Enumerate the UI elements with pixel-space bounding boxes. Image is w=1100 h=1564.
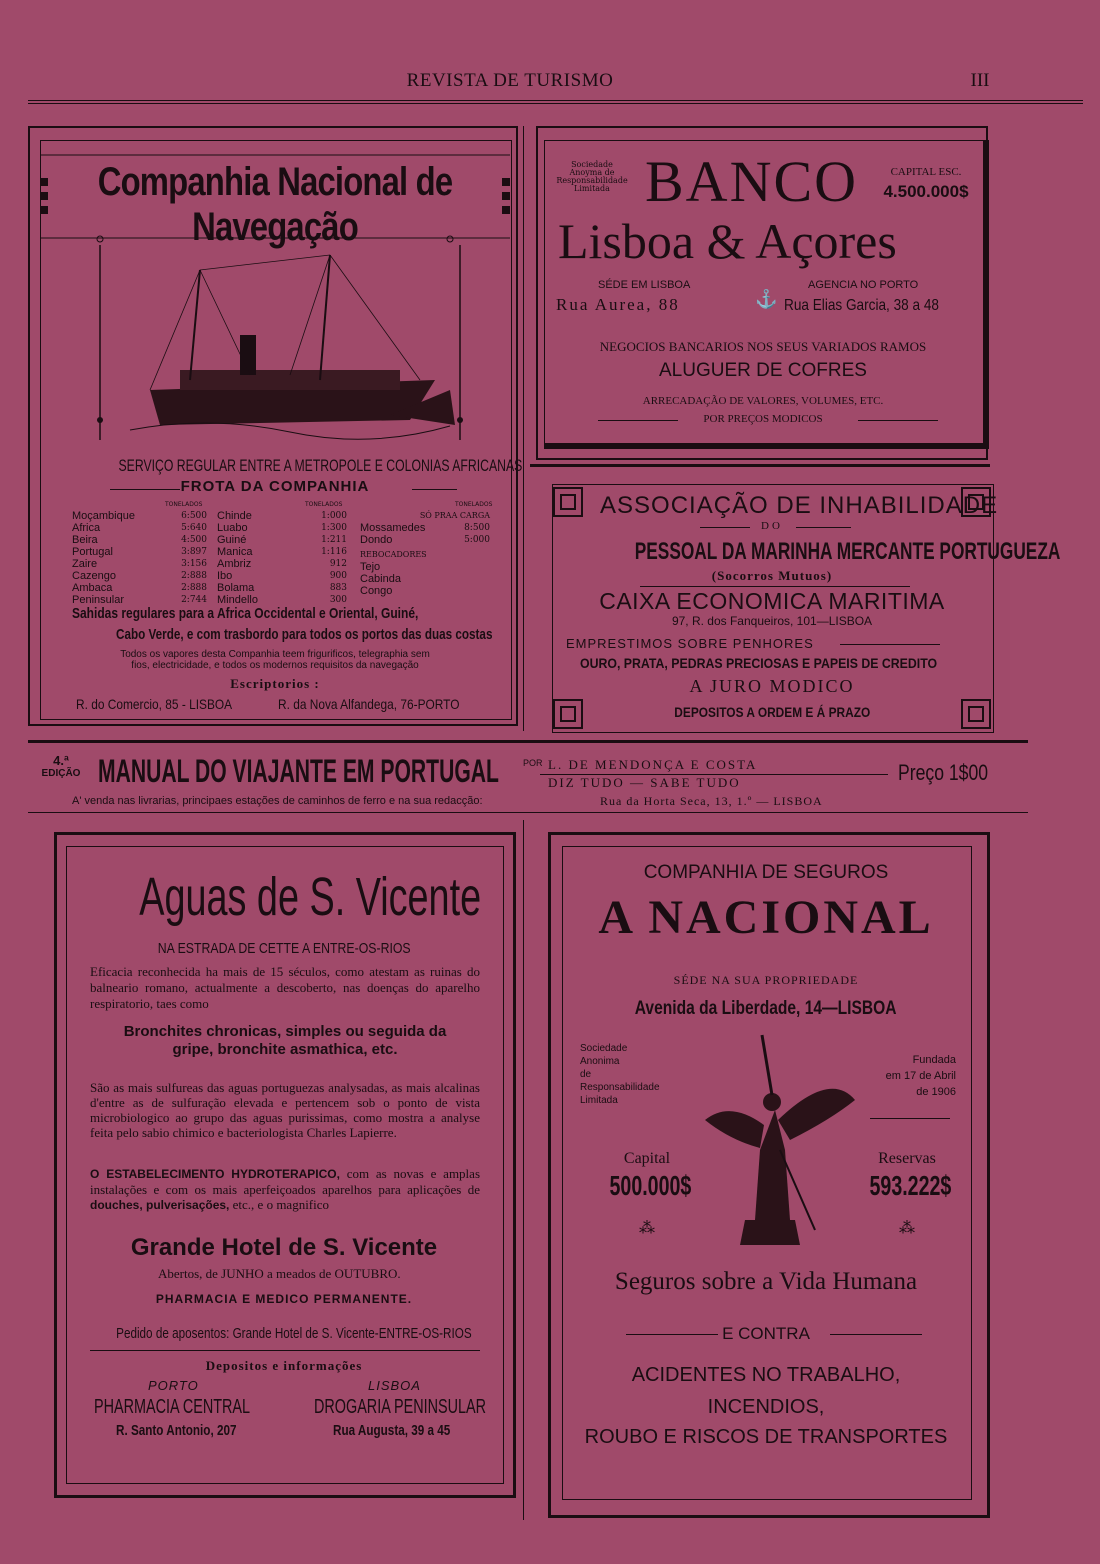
nacional-comp: COMPANHIA DE SEGUROS [643,862,889,883]
assoc-caixa: CAIXA ECONOMICA MARITIMA [599,588,945,614]
banco-name-2: Lisboa & Açores [558,213,897,269]
nacional-fund [870,1052,956,1100]
addr-porto-wrap [278,696,492,714]
ship-tonnage: 883 [329,583,347,593]
banco-sede: SÉDE EM LISBOA [598,279,691,291]
header-rule-2 [28,103,1083,104]
assoc-depositos-wrap [552,704,992,722]
col3-tonel: TONELADOS [455,501,493,508]
escriptorios: Escriptorios : [230,676,320,691]
ship-name: Tejo [360,561,381,573]
nacional-fund-1: Fundada [912,1054,956,1066]
nacional-reservas-value: 593.222$ [869,1170,952,1201]
banco-soc-2: Anoyma de [569,168,615,177]
ship-name: Manica [217,546,253,558]
nacional-soc-4: Responsabilidade [580,1082,660,1093]
sahidas-1: Sahidas regulares para a Africa Occidental e Oriental, Guiné, [72,605,419,622]
manual-author: L. DE MENDONÇA E COSTA [548,757,758,772]
aguas-title-wrap [66,866,502,928]
ship-name: Cabinda [360,573,401,585]
ship-name: Dondo [360,534,393,546]
nacional-capital-value: 500.000$ [609,1170,692,1201]
nacional-capital-label: Capital [623,1150,671,1167]
ship-name: Zaire [72,558,98,570]
fleet-row [217,522,347,534]
assoc-juro: A JURO MODICO [689,676,855,696]
banco-name: BANCO [645,149,859,214]
sahidas-2-wrap [116,626,516,644]
nacional-avenida: Avenida da Liberdade, 14—LISBOA [635,998,897,1019]
nacional-contra-rule-l [626,1334,718,1335]
ship-name: Moçambique [72,510,135,522]
banco-precos: POR PREÇOS MODICOS [703,413,823,425]
steamship-illustration [90,240,470,460]
fleet-row [217,558,347,570]
aguas-p3-douches: douches, pulverisações, [90,1198,230,1212]
addr-porto: R. da Nova Alfandega, 76-PORTO [278,696,460,712]
col3-head2: REBOCADORES [360,550,427,559]
manual-edicao [40,753,82,779]
banco-rua-1: Rua Aurea, 88 [556,295,680,314]
nacional-ac2: INCENDIOS, [707,1396,825,1418]
fleet-title: FROTA DA COMPANHIA [180,478,370,495]
aguas-p3-estab: O ESTABELECIMENTO HYDROTERAPICO, [90,1167,340,1181]
fleet-row [72,546,207,558]
right-separator [530,464,990,467]
manual-venda-addr: Rua da Horta Seca, 13, 1.º — LISBOA [600,794,823,808]
aguas-p3-d: etc., e o magnifico [232,1197,330,1212]
banco-capital-label: CAPITAL ESC. [890,166,962,178]
nacional-soc-5: Limitada [580,1095,618,1106]
ship-tonnage: 3:156 [181,559,207,569]
banco-arrecad: ARRECADAÇÃO DE VALORES, VOLUMES, ETC. [642,395,884,407]
banco-soc-1: Sociedade [571,160,613,169]
anchor-icon: ⚓ [755,289,778,310]
col2-tonel: TONELADOS [305,501,343,508]
column-divider-top [523,126,524,731]
ship-name: Africa [72,522,101,534]
cnn-service-wrap [40,456,523,476]
assoc-socorros-rule [640,586,910,587]
manual-por: POR [523,758,543,768]
assoc-emprest: EMPRESTIMOS SOBRE PENHORES [566,636,814,651]
nacional-capital-value-wrap [592,1170,702,1202]
banco-precos-rule-l [598,420,678,421]
assoc-do: DO [761,520,783,532]
banco-soc-3: Responsabilidade [556,176,628,185]
fleet-col1 [72,510,207,606]
aguas-depos: Depositos e informações [205,1358,363,1373]
fleet-title-wrap [40,478,510,496]
fleet-row [217,582,347,594]
nacional-contra: E CONTRA [722,1324,810,1343]
col3-head1: SÓ PRAA CARGA [419,511,490,520]
ship-tonnage: 6:500 [181,511,207,521]
header-rule [28,100,1083,101]
ship-name: Guiné [217,534,247,546]
ship-tonnage: 912 [329,559,347,569]
banco-aluguer: ALUGUER DE COFRES [659,360,867,381]
manual-diz: DIZ TUDO — SABE TUDO [548,775,741,790]
aguas-title: Aguas de S. Vicente [139,867,482,927]
nacional-fund-3: de 1906 [916,1086,956,1098]
fleet-row [360,585,490,597]
banco-agencia: AGENCIA NO PORTO [808,279,919,291]
fleet-rule-r [412,489,457,490]
nacional-fund-rule [870,1118,950,1119]
nacional-seguros: Seguros sobre a Vida Humana [614,1268,918,1295]
assoc-do-rule-r [796,527,851,528]
ship-tonnage: 2:888 [181,583,207,593]
aguas-porto: PORTO [148,1378,199,1393]
ship-tonnage: 3:897 [181,547,207,557]
fleet-row [72,582,207,594]
fleet-row [217,570,347,582]
ship-name: Bolama [217,582,255,594]
aguas-pharm: PHARMACIA E MEDICO PERMANENTE. [155,1292,413,1306]
ship-tonnage: 4:500 [181,535,207,545]
fleet-row [72,558,207,570]
assoc-pessoal: PESSOAL DA MARINHA MERCANTE PORTUGUEZA [634,538,1061,565]
fleet-row [217,534,347,546]
banco-rua-2-wrap [784,297,966,315]
banco-capital-value: 4.500.000$ [883,182,969,201]
flourish-icon-left: ⁂ [639,1218,655,1237]
page-number: III [970,70,990,91]
manual-top-rule [28,740,1028,743]
aguas-ph1-wrap [94,1396,311,1419]
aguas-a2-wrap [333,1422,483,1440]
ship-tonnage: 1:300 [321,523,347,533]
banco-rua-2: Rua Elias Garcia, 38 a 48 [784,297,939,314]
nacional-contra-rule-r [830,1334,922,1335]
ship-tonnage: 900 [329,571,347,581]
ship-tonnage: 2:744 [181,595,207,605]
fleet-row [360,573,490,585]
manual-bottom-rule [28,812,1028,813]
ship-name: Peninsular [72,594,124,606]
ship-tonnage: 1:000 [321,511,347,521]
aguas-bronch: Bronchites chronicas, simples ou seguida da gripe, bronchite asmathica, etc. [123,1023,447,1058]
journal-title: REVISTA DE TURISMO [406,70,614,91]
ship-name: Cazengo [72,570,117,582]
manual-venda: A' venda nas livrarias, principaes estações de caminhos de ferro e na sua redacção: [72,795,483,807]
assoc-pessoal-wrap [552,538,1061,566]
fleet-rule-l [110,489,180,490]
nacional-ac3: ROUBO E RISCOS DE TRANSPORTES [584,1426,948,1448]
assoc-title: ASSOCIAÇÃO DE INHABILIDADE [600,492,999,519]
ship-tonnage: 5:000 [464,535,490,545]
aguas-lisboa: LISBOA [368,1378,421,1393]
todos-1: Todos os vapores desta Companhia teem frigurificos, telegraphia sem [120,649,430,660]
aguas-ph1: PHARMACIA CENTRAL [94,1396,251,1418]
ship-tonnage: 1:211 [321,535,347,545]
assoc-ouro: OURO, PRATA, PEDRAS PRECIOSAS E PAPEIS DE CREDITO [580,655,938,671]
nacional-fund-2: em 17 de Abril [885,1070,956,1082]
aguas-a1: R. Santo Antonio, 207 [116,1422,237,1439]
fleet-row [217,510,347,522]
todos-2: fios, electricidade, e todos os modernos requisitos da navegação [131,660,419,671]
nacional-sede: SÉDE NA SUA PROPRIEDADE [673,973,859,987]
ship-tonnage: 5:640 [181,523,207,533]
fleet-row [217,546,347,558]
sahidas-2: Cabo Verde, e com trasbordo para todos os portos das duas costas [116,626,493,643]
aguas-p1: Eficacia reconhecida ha mais de 15 séculos, como atestam as ruinas do balneario romano, actualmente a descoberto, nas doenças do aparelho respiratorio, taes como [90,964,480,1011]
aguas-p3-b: com as novas e amplas instalações e com os mais aperfeiçoados aparelhos para aplicações de [90,1166,480,1197]
aguas-pedido: Pedido de aposentos: Grande Hotel de S. Vicente-ENTRE-OS-RIOS [116,1325,472,1342]
nacional-soc-3: de [580,1069,592,1080]
fleet-col2 [217,510,347,606]
fleet-row [72,510,207,522]
aguas-hotel: Grande Hotel de S. Vicente [130,1234,438,1261]
manual-edicao-num: 4.ª [53,753,69,768]
banco-precos-rule-r [858,420,938,421]
ship-name: Mossamedes [360,522,426,534]
ship-name: Congo [360,585,393,597]
aguas-sub: NA ESTRADA DE CETTE A ENTRE-OS-RIOS [157,940,411,957]
cnn-name: Companhia Nacional de Navegação [97,160,453,249]
aguas-ph2-wrap [314,1396,553,1419]
manual-title: MANUAL DO VIAJANTE EM PORTUGAL [98,753,499,789]
banco-negocios: NEGOCIOS BANCARIOS NOS SEUS VARIADOS RAMOS [599,339,927,354]
assoc-depositos: DEPOSITOS A ORDEM E Á PRAZO [674,704,870,720]
cnn-service: SERVIÇO REGULAR ENTRE A METROPOLE E COLONIAS AFRICANAS [118,456,523,475]
winged-statue-illustration [680,1030,860,1250]
ship-name: Chinde [217,510,252,522]
nacional-ac1: ACIDENTES NO TRABALHO, [631,1364,901,1386]
ship-tonnage: 8:500 [464,523,490,533]
assoc-do-rule-l [700,527,750,528]
nacional-soc-2: Anonima [580,1056,620,1067]
addr-lisboa: R. do Comercio, 85 - LISBOA [76,696,233,712]
banco-soc-4: Limitada [574,184,610,193]
ship-name: Mindello [217,594,258,606]
aguas-a2: Rua Augusta, 39 a 45 [333,1422,451,1439]
fleet-row [72,522,207,534]
ship-name: Beira [72,534,98,546]
assoc-addr: 97, R. dos Fanqueiros, 101—LISBOA [671,614,873,628]
ship-tonnage: 1:116 [321,547,347,557]
aguas-p3 [90,1166,480,1213]
cnn-rule-ornaments [40,150,510,246]
fleet-col3 [360,510,490,597]
manual-preco-wrap [898,760,1011,786]
aguas-p2: São as mais sulfureas das aguas portuguezas analysadas, as mais alcalinas d'entre as de sulfuração elevada e pertencem sob o ponto de vista microbiologico ao grupo das aguas purissimas, como mostra a analyse feita pelo sabio chimico e bacteriologista Charles Lapierre. [90,1080,480,1140]
aguas-abertos: Abertos, de JUNHO a meados de OUTUBRO. [158,1266,401,1281]
banco-soc [552,161,632,193]
nacional-soc [580,1042,660,1107]
aguas-ph2: DROGARIA PENINSULAR [314,1396,487,1418]
manual-preco: Preço 1$00 [898,760,989,785]
fleet-row [360,534,490,546]
nacional-title: A NACIONAL [598,891,934,944]
ship-name: Portugal [72,546,113,558]
aguas-sub-wrap [66,940,502,958]
sahidas-1-wrap [72,605,512,623]
nacional-reservas-value-wrap [852,1170,962,1202]
nacional-reservas-label: Reservas [878,1150,936,1167]
flourish-icon-right: ⁂ [899,1218,915,1237]
ship-tonnage: 2:888 [181,571,207,581]
fleet-row [72,570,207,582]
ship-name: Ambaca [72,582,113,594]
assoc-emprest-rule [840,644,940,645]
nacional-avenida-wrap [562,998,970,1020]
ship-name: Ambriz [217,558,252,570]
col1-tonel: TONELADOS [165,501,203,508]
ship-name: Ibo [217,570,233,582]
ship-name: Luabo [217,522,248,534]
running-header [0,70,1100,94]
aguas-pedido-wrap [66,1325,502,1343]
fleet-row [360,561,490,573]
fleet-row [360,522,490,534]
nacional-soc-1: Sociedade [580,1043,628,1054]
aguas-pedido-rule [90,1350,480,1351]
assoc-socorros: (Socorros Mutuos) [711,568,833,583]
manual-edicao-label: EDIÇÃO [41,768,81,779]
assoc-ouro-wrap [580,655,986,673]
ship-tonnage: 300 [329,595,347,605]
aguas-a1-wrap [116,1422,270,1440]
addr-lisboa-wrap [76,696,260,714]
fleet-row [72,534,207,546]
